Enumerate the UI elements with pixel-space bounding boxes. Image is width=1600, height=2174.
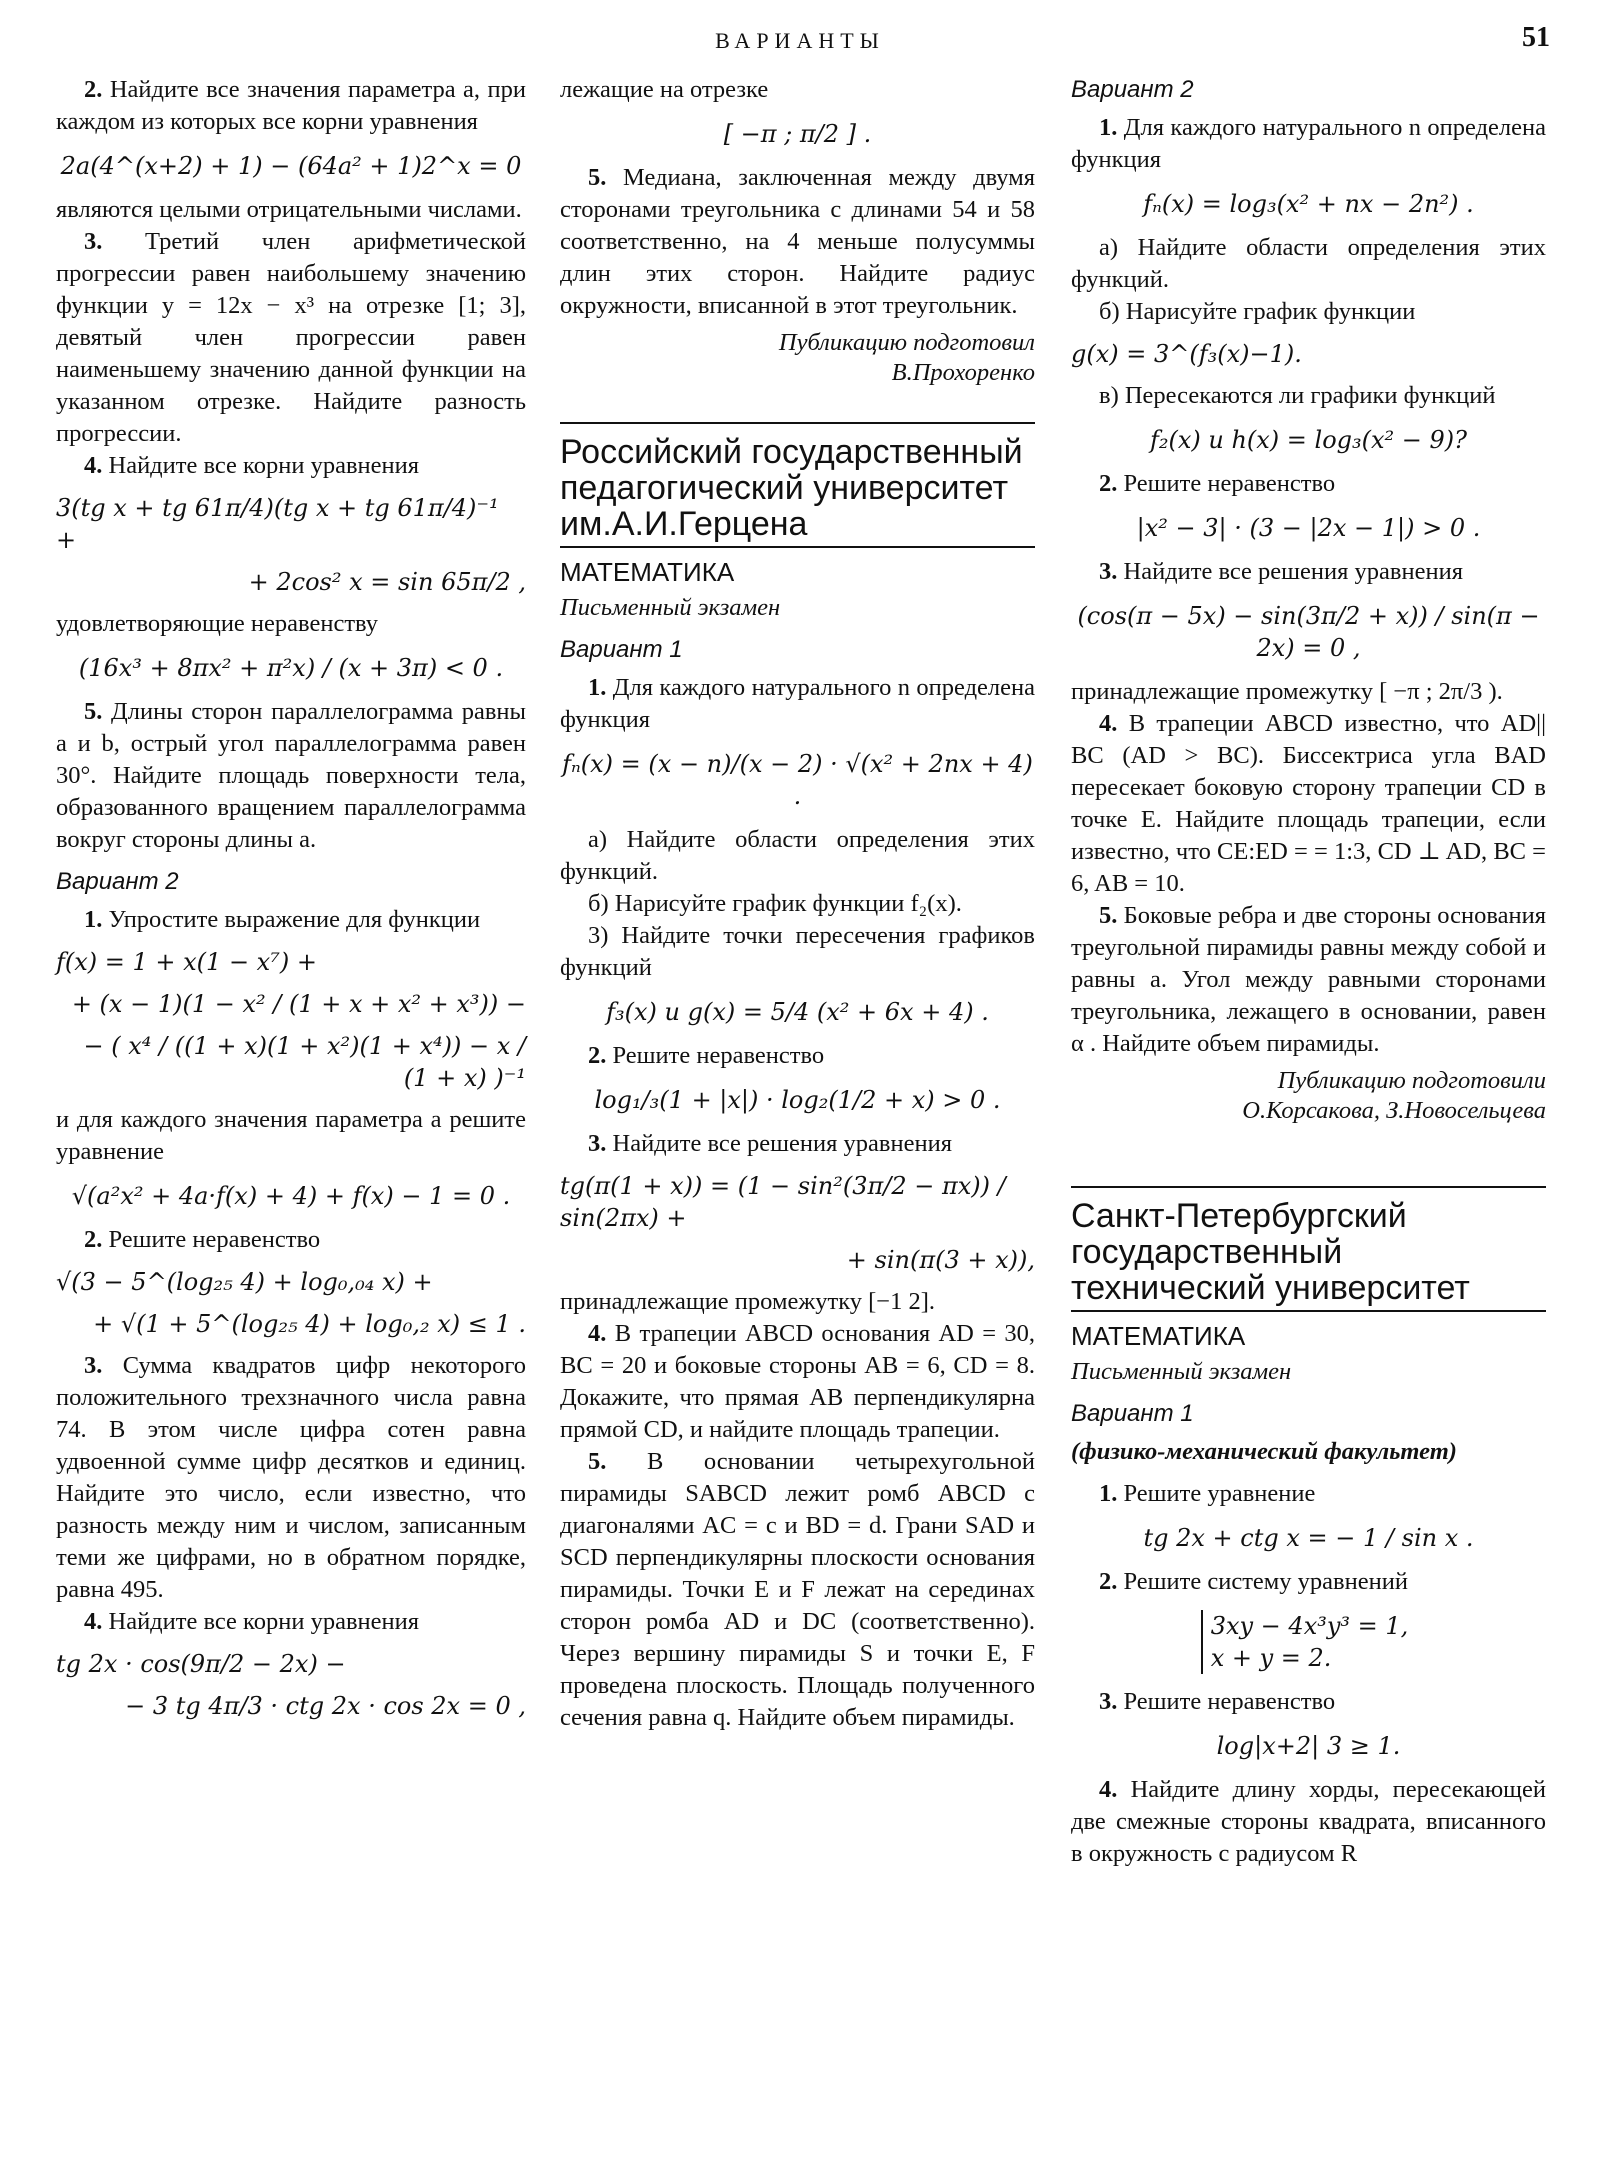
paragraph: а) Найдите области определения этих функций. [560, 826, 1035, 885]
problem-1: 1. Для каждого натурального n определена функция [560, 674, 1036, 733]
problem-4: 4. Найдите все корни уравнения [84, 1608, 419, 1635]
problem-5: 5. Длины сторон параллелограмма равны a и b, острый угол параллелограмма равен 30°. Найдите площадь поверхности тела, образованного вращением параллелограмма вокруг стороны длины a. [56, 698, 526, 853]
problem-2: 2. Решите неравенство [84, 1226, 321, 1253]
formula: tg 2x · cos(9π/2 − 2x) − [56, 1650, 346, 1678]
exam-type: Письменный экзамен [1071, 1358, 1292, 1385]
subject-heading: МАТЕМАТИКА [560, 557, 735, 587]
variant-heading: Вариант 1 [560, 636, 683, 663]
formula: + sin(π(3 + x)), [846, 1246, 1035, 1274]
formula: fₙ(x) = log₃(x² + nx − 2n²) . [1143, 190, 1474, 218]
formula: − ( x⁴ / ((1 + x)(1 + x²)(1 + x⁴)) − x / (1 + x) )⁻¹ [83, 1032, 526, 1092]
formula: √(3 − 5^(log₂₅ 4) + log₀,₀₄ x) + [56, 1268, 433, 1296]
formula: f₂(x) и h(x) = log₃(x² − 9)? [1149, 426, 1468, 454]
problem-2: 2. Решите неравенство [588, 1042, 825, 1069]
university-title: Российский государственный педагогический университет им.А.И.Герцена [560, 434, 1035, 548]
formula: 3(tg x + tg 61π/4)(tg x + tg 61π/4)⁻¹ + [56, 494, 499, 554]
problem-4: 4. Найдите длину хорды, пересекающей две смежные стороны квадрата, вписанного в окружность с радиусом R [1071, 1776, 1546, 1867]
running-title: ВАРИАНТЫ [715, 28, 885, 53]
problem-1: 1. Упростите выражение для функции [84, 906, 481, 933]
formula: (cos(π − 5x) − sin(3π/2 + x)) / sin(π − 2x) = 0 , [1077, 602, 1540, 662]
paragraph: являются целыми отрицательными числами. [56, 196, 522, 223]
problem-5: 5. В основании четырехугольной пирамиды SABCD лежит ромб ABCD с диагоналями AC = c и BD = d. Грани SAD и SCD перпендикулярны плоскости основания пирамиды. Точки E и F лежат на серединах сторон ромба AD и DC (соответственно). Через вершину пирамиды S и точки E, F проведена плоскость. Площадь полученного сечения равна q. Найдите объем пирамиды. [560, 1448, 1035, 1731]
formula: |x² − 3| · (3 − |2x − 1|) > 0 . [1136, 514, 1481, 542]
problem-1: 1. Решите уравнение [1099, 1480, 1316, 1507]
paragraph: лежащие на отрезке [560, 76, 769, 103]
problem-3: 3. Сумма квадратов цифр некоторого положительного трехзначного числа равна 74. В этом числе цифра сотен равна удвоенной сумме цифр десятков и единиц. Найдите это число, если известно, что разность между ним и числом, записанным теми же цифрами, но в обратном порядке, равна 495. [56, 1352, 527, 1603]
column-right [1071, 74, 1546, 1870]
formula: (16x³ + 8πx² + π²x) / (x + 3π) < 0 . [78, 654, 504, 682]
formula: f₃(x) и g(x) = 5/4 (x² + 6x + 4) . [606, 998, 989, 1026]
variant-heading: Вариант 2 [56, 868, 179, 895]
subject-heading: МАТЕМАТИКА [1071, 1321, 1246, 1351]
credit: Публикацию подготовил В.Прохоренко [778, 329, 1035, 386]
formula: + √(1 + 5^(log₂₅ 4) + log₀,₂ x) ≤ 1 . [93, 1310, 526, 1338]
formula: + 2cos² x = sin 65π/2 , [248, 568, 526, 596]
paragraph: б) Нарисуйте график функции f₂(x). [588, 890, 962, 917]
university-title: Санкт-Петербургский государственный технический университет [1071, 1198, 1546, 1312]
formula: log₁/₃(1 + |x|) · log₂(1/2 + x) > 0 . [594, 1086, 1001, 1114]
formula: √(a²x² + 4a·f(x) + 4) + f(x) − 1 = 0 . [71, 1182, 511, 1210]
section-divider [1071, 1186, 1546, 1188]
problem-4: 4. В трапеции ABCD известно, что AD|| BC (AD > BC). Биссектриса угла BAD пересекает боковую сторону трапеции CD в точке E. Найдите площадь трапеции, если известно, что CE:ED = = 1:3, CD ⊥ AD, BC = 6, AB = 10. [1071, 710, 1546, 897]
problem-3: 3. Решите неравенство [1099, 1688, 1336, 1715]
formula: − 3 tg 4π/3 · ctg 2x · cos 2x = 0 , [125, 1692, 526, 1720]
problem-1: 1. Для каждого натурального n определена функция [1071, 114, 1547, 173]
exam-type: Письменный экзамен [560, 594, 781, 621]
problem-2: 2. Найдите все значения параметра a, при каждом из которых все корни уравнения [56, 76, 526, 135]
formula: f(x) = 1 + x(1 − x⁷) + [56, 948, 317, 976]
problem-4: 4. В трапеции ABCD основания AD = 30, BC = 20 и боковые стороны AB = 6, CD = 8. Докажите, что прямая AB перпендикулярна прямой CD, и найдите площадь трапеции. [560, 1320, 1036, 1443]
column-left [56, 74, 526, 1732]
formula: tg 2x + ctg x = − 1 / sin x . [1143, 1524, 1474, 1552]
problem-3: 3. Третий член арифметической прогрессии равен наибольшему значению функции y = 12x − x³ на отрезке [1; 3], девятый член прогрессии равен наименьшему значению данной функции на указанном отрезке. Найдите разность прогрессии. [56, 228, 526, 447]
variant-heading: Вариант 2 [1071, 76, 1194, 103]
formula: 2a(4^(x+2) + 1) − (64a² + 1)2^x = 0 [60, 152, 522, 180]
section-divider [560, 422, 1035, 424]
problem-2: 2. Решите систему уравнений [1099, 1568, 1408, 1595]
paragraph: удовлетворяющие неравенству [56, 610, 379, 637]
formula: fₙ(x) = (x − n)/(x − 2) · √(x² + 2nx + 4) . [562, 750, 1033, 810]
credit: Публикацию подготовили О.Корсакова, З.Новосельцева [1242, 1067, 1546, 1124]
paragraph: и для каждого значения параметра a решите уравнение [56, 1106, 526, 1165]
equation-system: 3xy − 4x³y³ = 1, x + y = 2. [1071, 1610, 1546, 1674]
paragraph: а) Найдите области определения этих функций. [1071, 234, 1546, 293]
formula: log|x+2| 3 ≥ 1. [1216, 1732, 1401, 1760]
paragraph: принадлежащие промежутку [ −π ; 2π/3 ). [1071, 678, 1503, 705]
formula: + (x − 1)(1 − x² / (1 + x + x² + x³)) − [71, 990, 526, 1018]
problem-5: 5. Боковые ребра и две стороны основания треугольной пирамиды равны между собой и равны a. Угол между равными сторонами треугольника, лежащего в основании, равен α . Найдите объем пирамиды. [1071, 902, 1547, 1057]
problem-3: 3. Найдите все решения уравнения [1099, 558, 1463, 585]
paragraph: б) Нарисуйте график функции [1099, 298, 1416, 325]
paragraph: 3) Найдите точки пересечения графиков функций [560, 922, 1035, 981]
paragraph: принадлежащие промежутку [−1 2]. [560, 1288, 936, 1315]
faculty-note: (физико-механический факультет) [1071, 1438, 1457, 1465]
problem-4: 4. Найдите все корни уравнения [84, 452, 419, 479]
formula: [ −π ; π/2 ] . [723, 120, 872, 148]
problem-3: 3. Найдите все решения уравнения [588, 1130, 952, 1157]
formula: g(x) = 3^(f₃(x)−1). [1071, 340, 1302, 368]
page-number: 51 [1522, 22, 1550, 53]
formula: tg(π(1 + x)) = (1 − sin²(3π/2 − πx)) / sin(2πx) + [560, 1172, 1006, 1232]
column-middle [560, 74, 1035, 1734]
problem-5: 5. Медиана, заключенная между двумя сторонами треугольника с длинами 54 и 58 соответственно, на 4 меньше полусуммы длин этих сторон. Найдите радиус окружности, вписанной в этот треугольник. [560, 164, 1036, 319]
variant-heading: Вариант 1 [1071, 1400, 1194, 1427]
paragraph: в) Пересекаются ли графики функций [1099, 382, 1496, 409]
problem-2: 2. Решите неравенство [1099, 470, 1336, 497]
